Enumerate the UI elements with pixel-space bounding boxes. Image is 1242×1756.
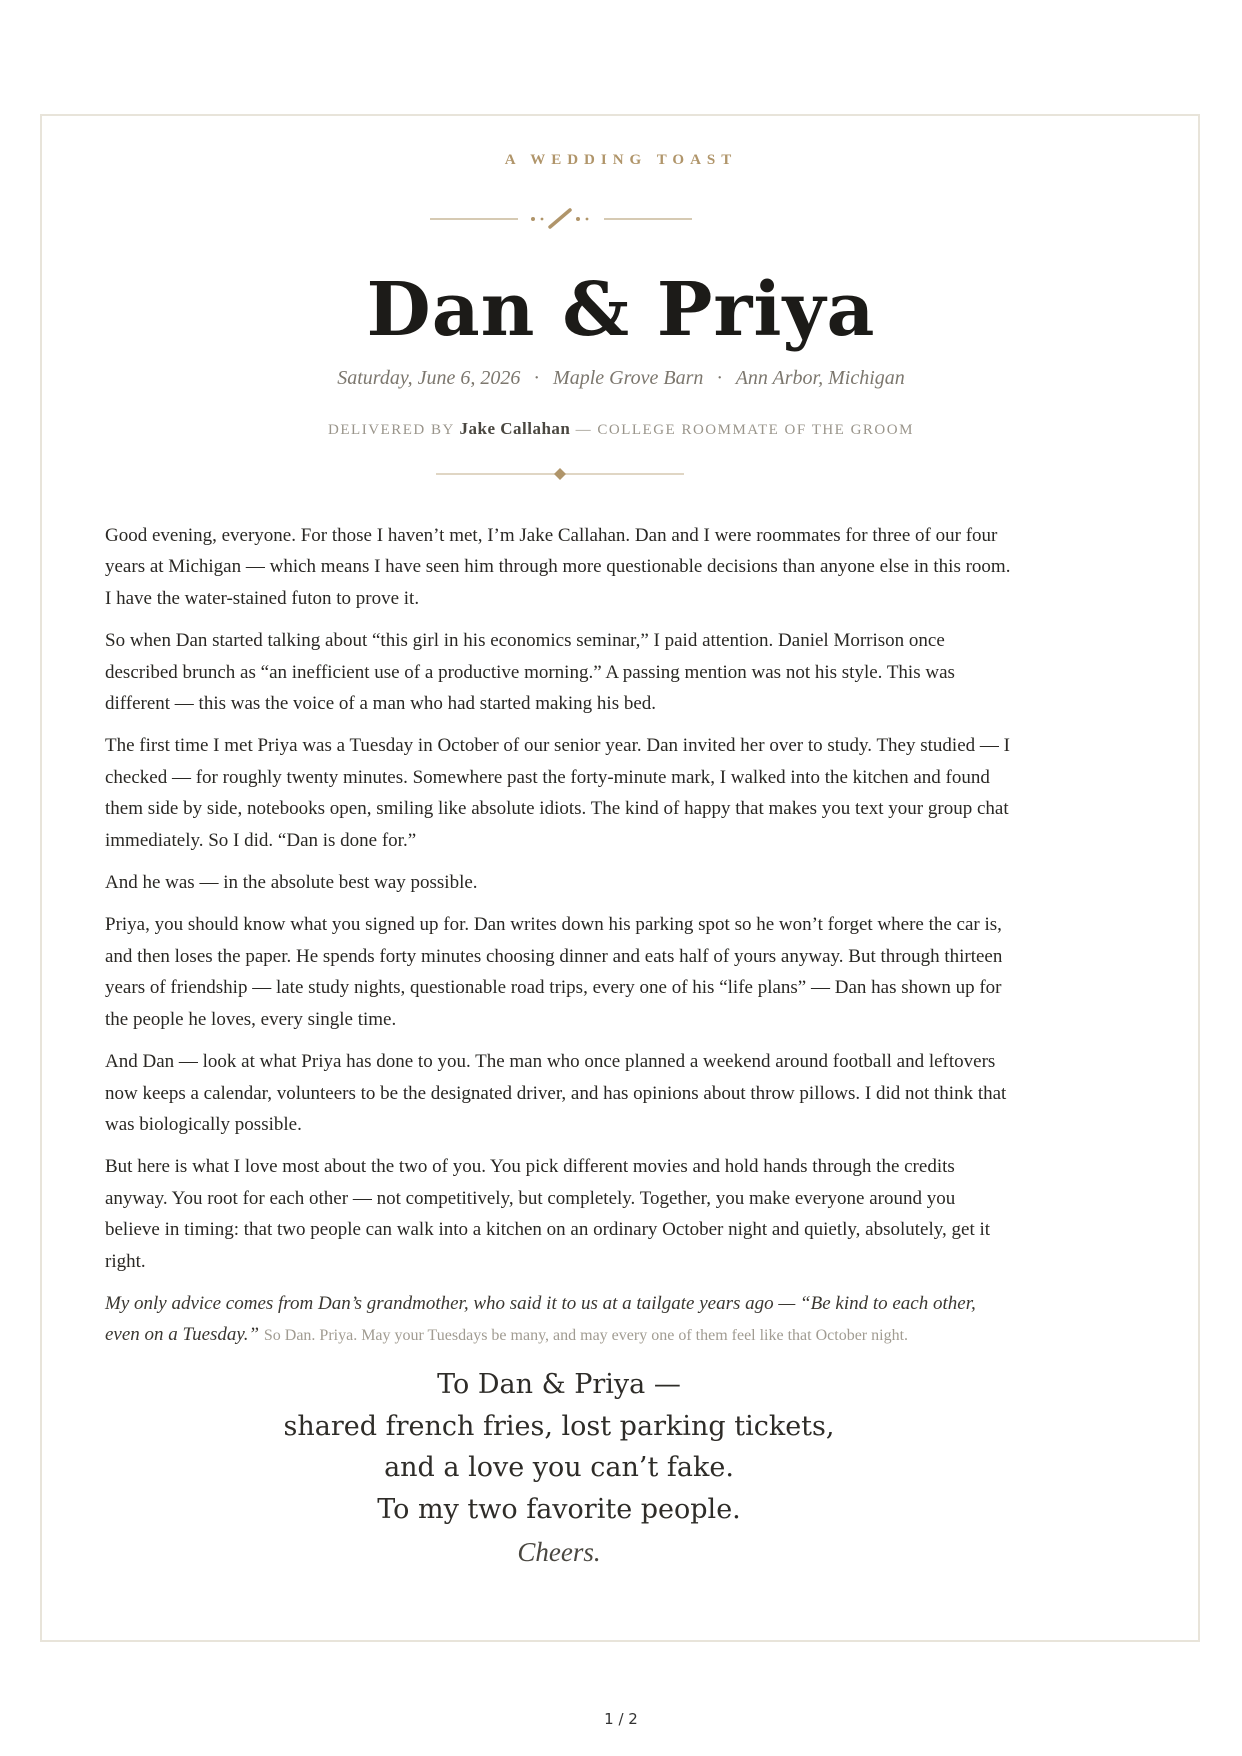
toast-verse xyxy=(0,1364,1118,1574)
paragraph: So when Dan started talking about “this girl in his economics seminar,” I paid attention. Daniel Morrison once described brunch as “an inefficient use of a productive morning.” A passing mention was not his style. This was different — this was the voice of a man who had started making his bed. xyxy=(105,630,955,715)
paragraph: The first time I met Priya was a Tuesday in October of our senior year. Dan invited her over to study. They studied — I checked — for roughly twenty minutes. Somewhere past the forty-minute mark, I walked into the kitchen and found them side by side, notebooks open, smiling like absolute idiots. The kind of happy that makes you text your group chat immediately. So I did. “Dan is done for.” xyxy=(105,735,1010,851)
toast-line: To my two favorite people. xyxy=(377,1493,741,1525)
paragraph: And he was — in the absolute best way possible. xyxy=(105,872,478,894)
ornament-divider-middle xyxy=(436,465,684,483)
closing-tail: So Dan. Priya. May your Tuesdays be many, and may every one of them feel like that October night. xyxy=(263,1327,909,1345)
separator: · xyxy=(716,367,724,389)
toast-cheers: Cheers. xyxy=(517,1537,601,1567)
event-location: Ann Arbor, Michigan xyxy=(735,367,905,389)
toast-line: shared french fries, lost parking tickets, xyxy=(283,1410,835,1442)
toast-line: and a love you can’t fake. xyxy=(384,1452,734,1483)
byline-prefix: DELIVERED BY xyxy=(328,422,455,438)
byline xyxy=(0,419,1242,439)
event-details xyxy=(0,367,1242,390)
diamond-icon xyxy=(554,468,566,480)
event-date: Saturday, June 6, 2026 xyxy=(337,367,521,389)
event-venue: Maple Grove Barn xyxy=(553,367,704,389)
speaker-name: Jake Callahan xyxy=(459,419,571,438)
closing-advice: My only advice comes from Dan’s grandmother, who said it to us at a tailgate years ago — “Be kind to each other, even on a Tuesday.” xyxy=(105,1292,976,1346)
paragraph: And Dan — look at what Priya has done to you. The man who once planned a weekend around football and leftovers now keeps a calendar, volunteers to be the designated driver, and has opinions about throw pillows. I did not think that was biologically possible. xyxy=(105,1051,1007,1135)
paragraph: Priya, you should know what you signed up for. Dan writes down his parking spot so he won’t forget where the car is, and then loses the paper. He spends forty minutes choosing dinner and eats half of yours anyway. But through thirteen years of friendship — late study nights, questionable road trips, every one of his “life plans” — Dan has shown up for the people he loves, every single time. xyxy=(105,914,1003,1030)
ornament-divider-top xyxy=(430,206,692,232)
toast-line: To Dan & Priya — xyxy=(437,1369,681,1400)
toast-body xyxy=(105,520,1013,1363)
paragraph: But here is what I love most about the two of you. You pick different movies and hold hands through the credits anyway. You root for each other — not competitively, but completely. Together, you make everyone around you believe in timing: that two people can walk into a kitchen on an ordinary October night and quietly, absolutely, get it right. xyxy=(105,1156,991,1272)
page-number: 1 / 2 xyxy=(604,1710,638,1728)
kicker-label: A WEDDING TOAST xyxy=(504,152,738,168)
separator: · xyxy=(533,367,541,389)
couple-title: Dan & Priya xyxy=(366,267,876,353)
paragraph: Good evening, everyone. For those I haven’t met, I’m Jake Callahan. Dan and I were roommates for three of our four years at Michigan — which means I have seen him through more questionable decisions than anyone else in this room. I have the water-stained futon to prove it. xyxy=(105,525,1011,609)
closing-paragraph xyxy=(105,1288,1013,1352)
byline-suffix: — COLLEGE ROOMMATE OF THE GROOM xyxy=(575,422,914,438)
